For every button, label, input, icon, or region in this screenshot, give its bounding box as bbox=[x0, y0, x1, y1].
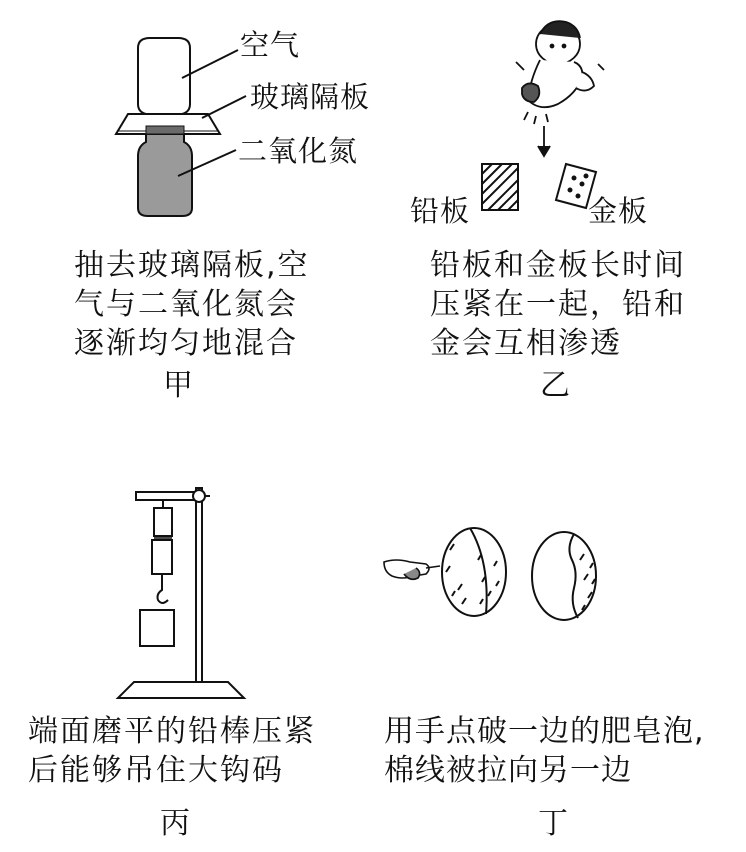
panel-tag-b: 乙 bbox=[540, 368, 570, 403]
caption-line: 气与二氧化氮会 bbox=[74, 287, 298, 322]
caption-panel-b bbox=[430, 246, 686, 363]
hook-weight bbox=[140, 610, 174, 646]
panel-d-drawing bbox=[384, 528, 596, 620]
panel-tag-d: 丁 bbox=[538, 806, 568, 841]
caption-line: 棉线被拉向另一边 bbox=[384, 753, 632, 788]
caption-line: 后能够吊住大钩码 bbox=[28, 753, 284, 788]
label-gold-plate: 金板 bbox=[588, 194, 649, 228]
soap-film-right bbox=[532, 532, 596, 620]
caption-line: 金会互相渗透 bbox=[430, 326, 622, 361]
stand-arm bbox=[136, 492, 196, 500]
label-glass-plate: 玻璃隔板 bbox=[250, 80, 371, 114]
label-air: 空气 bbox=[240, 28, 301, 62]
caption-line: 压紧在一起，铅和 bbox=[430, 287, 686, 322]
stand-base bbox=[118, 682, 244, 698]
soap-film-left bbox=[442, 528, 506, 616]
caption-line: 铅板和金板长时间 bbox=[430, 248, 686, 283]
no2-bottle bbox=[138, 126, 192, 216]
caption-line: 逐渐均匀地混合 bbox=[74, 326, 298, 361]
panel-tag-c: 丙 bbox=[160, 806, 190, 841]
label-lead-plate: 铅板 bbox=[410, 194, 471, 228]
hand-icon bbox=[384, 560, 440, 579]
lead-rod-lower bbox=[152, 540, 172, 574]
caption-line: 抽去玻璃隔板,空 bbox=[74, 248, 310, 283]
panel-b-drawing bbox=[482, 21, 604, 210]
leader-glass-plate bbox=[202, 96, 246, 118]
child-pressing-figure bbox=[516, 21, 604, 156]
panel-a-drawing bbox=[116, 38, 246, 216]
caption-line: 用手点破一边的肥皂泡, bbox=[384, 714, 705, 749]
air-bottle bbox=[138, 38, 190, 124]
caption-panel-a bbox=[74, 246, 310, 363]
lead-rod-upper bbox=[154, 508, 172, 536]
label-no2: 二氧化氮 bbox=[238, 134, 359, 168]
caption-panel-d bbox=[384, 712, 705, 790]
caption-line: 端面磨平的铅棒压紧 bbox=[28, 714, 316, 749]
lead-plate bbox=[482, 164, 518, 210]
panel-tag-a: 甲 bbox=[163, 368, 193, 403]
panel-c-drawing bbox=[118, 488, 244, 698]
caption-panel-c bbox=[28, 712, 316, 790]
stand-rod bbox=[196, 488, 202, 682]
stand-clamp bbox=[193, 490, 205, 502]
